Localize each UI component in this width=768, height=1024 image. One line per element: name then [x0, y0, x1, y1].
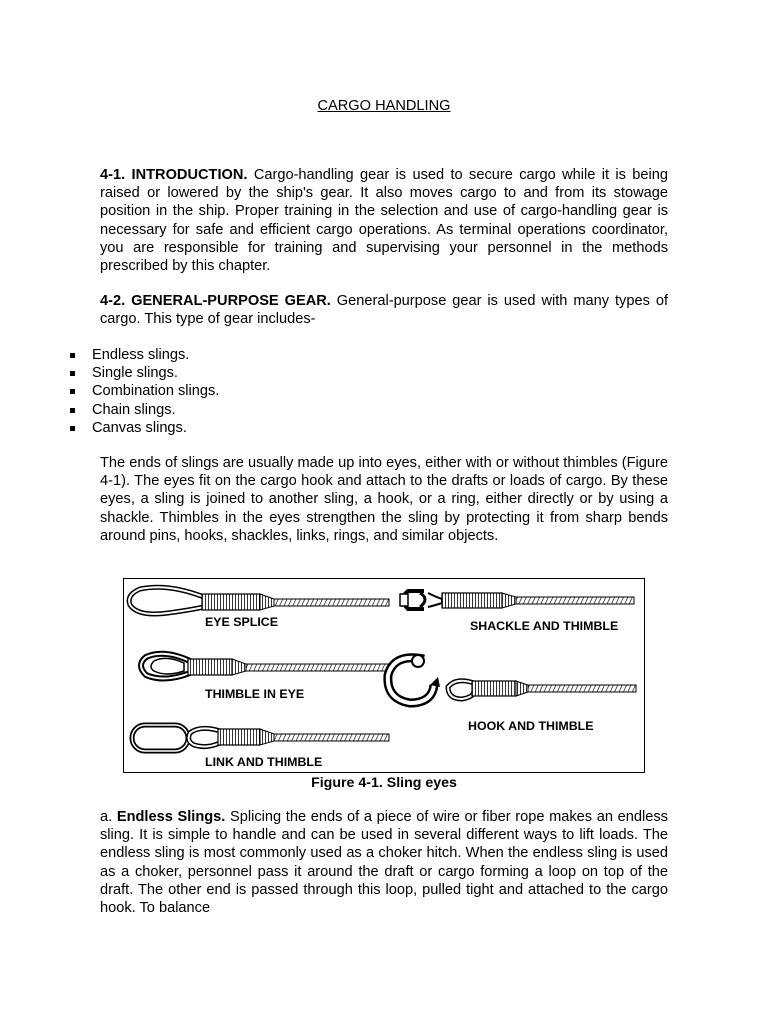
eye-splice-drawing [129, 587, 389, 614]
sling-eyes-figure [123, 578, 645, 773]
bullet-square-icon [70, 353, 75, 358]
shackle-and-thimble-drawing [400, 591, 634, 609]
bullet-square-icon [70, 371, 75, 376]
endless-heading: Endless Slings. [116, 809, 226, 825]
list-item: Combination slings. [0, 382, 219, 400]
list-item: Endless slings. [0, 346, 219, 364]
bullet-square-icon [70, 389, 75, 394]
general-gear-heading: 4-2. GENERAL-PURPOSE GEAR. [100, 293, 331, 309]
intro-text: Cargo-handling gear is used to secure cargo while it is being raised or lowered by the ship's gear. It also moves cargo to and from its stowage position in the ship. Proper training in the selection and use of cargo-handling gear is necessary for safe and efficient cargo operations. As terminal operations coordinator, you are responsible for training and supervising your personnel in the methods prescribed by this chapter. [100, 167, 668, 275]
endless-slings-paragraph [100, 808, 668, 917]
link-and-thimble-label: LINK AND THIMBLE [205, 755, 323, 769]
list-item: Canvas slings. [0, 419, 219, 437]
thimble-in-eye-drawing [141, 654, 389, 679]
link-and-thimble-drawing [132, 725, 389, 751]
bullet-square-icon [70, 408, 75, 413]
shackle-and-thimble-label: SHACKLE AND THIMBLE [470, 619, 619, 633]
list-item: Single slings. [0, 364, 219, 382]
hook-and-thimble-drawing [388, 655, 636, 703]
endless-prefix: a. [100, 809, 117, 825]
intro-paragraph [100, 166, 668, 275]
general-gear-text: General-purpose gear is used with many types of cargo. This type of gear includes- [100, 293, 668, 328]
hook-and-thimble-label: HOOK AND THIMBLE [468, 719, 594, 733]
thimble-in-eye-label: THIMBLE IN EYE [205, 687, 305, 701]
sling-ends-paragraph: The ends of slings are usually made up into eyes, either with or without thimbles (Figure 4-1). The eyes fit on the cargo hook and attach to the drafts or loads of cargo. By these eyes, a sling is joined to another sling, a hook, or a ring, either directly or by using a shackle. Thimbles in the eyes strengthen the sling by protecting it from sharp bends around pins, hooks, shackles, links, rings, and similar objects. [100, 455, 668, 544]
general-gear-paragraph [100, 292, 668, 328]
eye-splice-label: EYE SPLICE [205, 615, 278, 629]
intro-heading: 4-1. INTRODUCTION. [100, 167, 248, 183]
sling-eyes-illustration [124, 579, 646, 774]
page-title: CARGO HANDLING [317, 98, 451, 114]
figure-caption: Figure 4-1. Sling eyes [311, 775, 457, 791]
bullet-square-icon [70, 426, 75, 431]
endless-text: Splicing the ends of a piece of wire or fiber rope makes an endless sling. It is simple to handle and can be used in several different ways to lift loads. The endless sling is most commonly used as a choker hitch. When the endless sling is used as a choker, personnel pass it around the draft or cargo forming a loop on top of the draft. The other end is passed through this loop, pulled tight and attached to the cargo hook. To balance [100, 809, 668, 917]
gear-list [0, 346, 219, 437]
list-item: Chain slings. [0, 401, 219, 419]
